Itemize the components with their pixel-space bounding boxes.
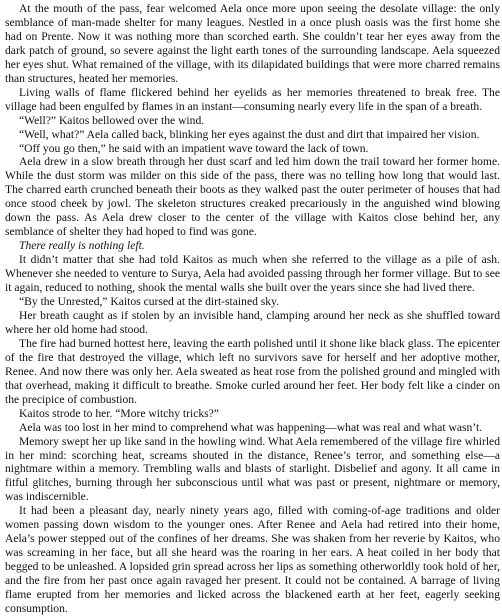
paragraph-14: Memory swept her up like sand in the howling wind. What Aela remembered of the village fire whirled in her mind: scorching heat, screams shouted in the distance, Renee’s terror, and something else—a nightmare within a memory. Trembling walls and blasts of starlight. Disbelief and agony. It all came in fitful glitches, burning through her subconscious until what was past or present, nightmare or memory, was indiscernible. — [5, 434, 500, 504]
paragraph-15: It had been a pleasant day, nearly ninety years ago, filled with coming-of-age traditions and older women passing down wisdom to the younger ones. After Renee and Aela had retired into their home, Aela’s power stepped out of the confines of her dreams. She was shaken from her reverie by Kaitos, who was screaming in her face, but all she heard was the roaring in her ears. A heat coiled in her body that begged to be unleashed. A lopsided grin spread across her lips as something otherworldly took hold of her, and the fire from her past once again ravaged her present. It could not be contained. A barrage of living flame erupted from her memories and licked across the blackened earth at her feet, eagerly seeking consumption. — [5, 504, 500, 615]
paragraph-11: The fire had burned hottest here, leaving the earth polished until it shone like black glass. The epicenter of the fire that destroyed the village, which left no survivors save for herself and her adoptive mother, Renee. And now there was only her. Aela sweated as heat rose from the polished ground and mingled with that overhead, making it difficult to breathe. Smoke curled around her feet. Her body felt like a cinder on the precipice of combustion. — [5, 336, 500, 406]
paragraph-10: Her breath caught as if stolen by an invisible hand, clamping around her neck as she shuffled toward where her old home had stood. — [5, 308, 500, 336]
paragraph-9: “By the Unrested,” Kaitos cursed at the dirt-stained sky. — [19, 295, 280, 309]
paragraph-5: “Off you go then,” he said with an impatient wave toward the lack of town. — [19, 141, 369, 155]
paragraph-13: Aela was too lost in her mind to comprehend what was happening—what was real and what wasn’t. — [19, 420, 483, 434]
paragraph-12: Kaitos strode to her. “More witchy tricks?” — [19, 406, 219, 420]
paragraph-4: “Well, what?” Aela called back, blinking her eyes against the dust and dirt that impaired her vision. — [19, 127, 480, 141]
paragraph-6: Aela drew in a slow breath through her dust scarf and led him down the trail toward her former home. While the dust storm was milder on this side of the pass, there was no telling how long that would last. The charred earth crunched beneath their boots as they walked past the outer perimeter of houses that had once stood cheek by jowl. The skeleton structures creaked precariously in the anguished wind blowing down the pass. As Aela drew closer to the center of the village with Kaitos close behind her, any semblance of shelter they had hoped to find was gone. — [5, 155, 500, 239]
paragraph-3: “Well?” Kaitos bellowed over the wind. — [19, 113, 205, 127]
paragraph-2: Living walls of flame flickered behind her eyelids as her memories threatened to break free. The village had been engulfed by flames in an instant—consuming nearly every life in the span of a breath. — [5, 85, 500, 113]
paragraph-7-thought: There really is nothing left. — [19, 239, 145, 253]
paragraph-8: It didn’t matter that she had told Kaitos as much when she referred to the village as a pile of ash. Whenever she needed to venture to Surya, Aela had avoided passing through her former village. But to see it again, reduced to nothing, shook the mental walls she built over the years since she had lived there. — [5, 253, 500, 295]
paragraph-1: At the mouth of the pass, fear welcomed Aela once more upon seeing the desolate village: the only semblance of man-made shelter for many leagues. Nestled in a once plush oasis was the first home she had on Prente. Now it was nothing more than scorched earth. She couldn’t tear her eyes away from the dark patch of ground, so severe against the light earth tones of the surrounding landscape. Aela squeezed her eyes shut. What remained of the village, with its dilapidated buildings that were more charred remains than structures, heated her memories. — [5, 2, 500, 85]
